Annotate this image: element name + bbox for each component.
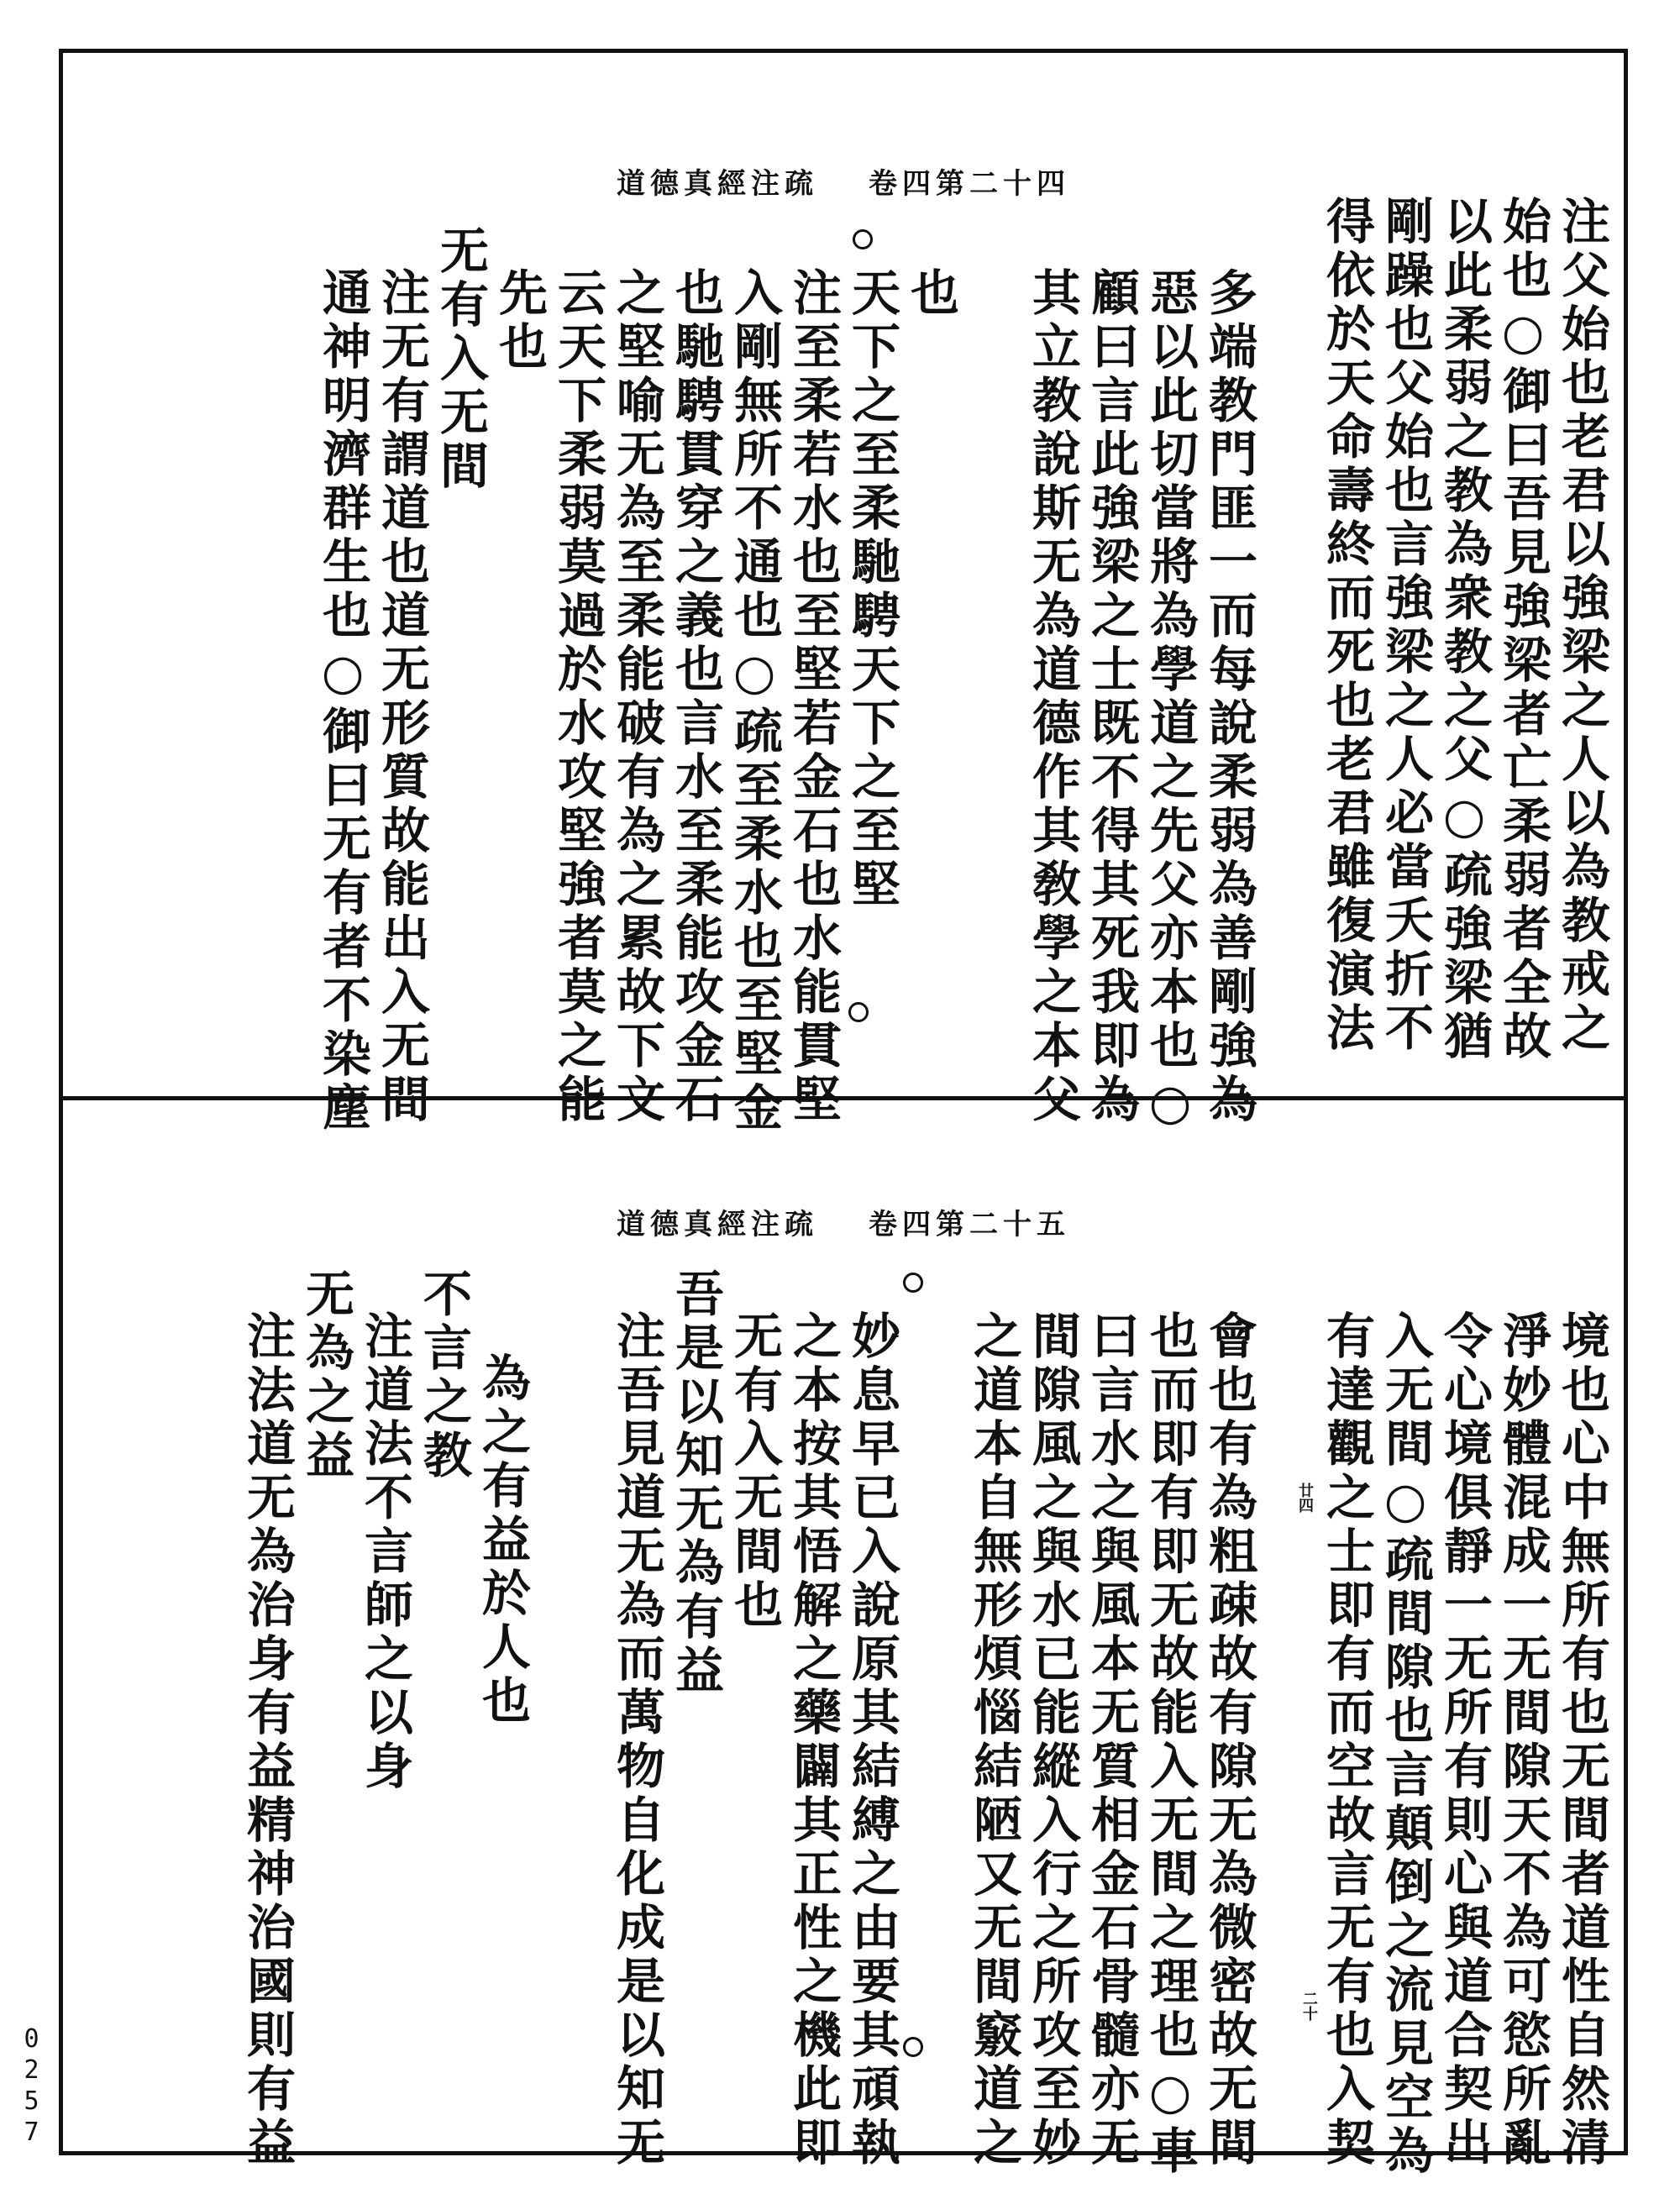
text-column: 其立教說斯无為道德作其敎學之本父: [1024, 267, 1081, 1127]
text-column: 入剛無所不通也○疏至柔水也至堅金: [726, 267, 783, 1136]
text-column: 境也心中無所有也无間者道性自然清: [1553, 1310, 1610, 2170]
text-column: 注道法不言師之以身: [356, 1310, 413, 1794]
text-column: 剛躁也父始也言強梁之人必當夭折不: [1377, 196, 1434, 1056]
text-column: 注父始也老君以強梁之人以為教戒之: [1553, 196, 1610, 1056]
page-number: 0257: [17, 2024, 46, 2149]
bottom-header-volume: 卷四第二十五: [869, 1208, 1070, 1241]
text-column: 之道本自無形煩惱結陋又无間竅道之: [965, 1310, 1022, 2170]
text-column: 為之有益於人也: [474, 1352, 531, 1729]
text-column: 妙息早已入說原其結縛之由要其頑執: [843, 1310, 900, 2170]
text-column: 會也有為粗疎故有隙无為微密故无間: [1200, 1310, 1257, 2170]
text-column: 注至柔若水也至堅若金石也水能貫堅: [785, 267, 842, 1127]
text-column: 有達觀之士即有而空故言无有也入契: [1318, 1310, 1375, 2170]
circle-marker-icon: [903, 1273, 923, 1293]
circle-marker-icon: [903, 2037, 923, 2057]
top-page: [63, 53, 1624, 1136]
text-column: 天下之至柔馳騁天下之至堅: [843, 267, 900, 912]
text-column: 也而即有即无故能入无間之理也○車: [1142, 1310, 1199, 2179]
text-column: 顧曰言此強梁之士既不得其死我即為: [1083, 267, 1140, 1127]
text-column: 云天下柔弱莫過於水攻堅強者莫之能: [549, 267, 606, 1127]
text-column: 之本按其悟解之藥闢其正性之機此即: [785, 1310, 842, 2170]
bottom-page-header: [63, 1201, 1624, 1242]
text-column: 令心境俱靜一无所有則心與道合契出: [1436, 1310, 1493, 2170]
circle-marker-icon: [853, 229, 873, 249]
text-column: 也: [902, 267, 959, 321]
text-column: 不言之教: [415, 1268, 472, 1483]
margin-note: 二十: [1300, 1991, 1318, 2021]
text-column: 先也: [491, 267, 548, 375]
text-column: 注无有謂道也道无形質故能出入无間: [373, 267, 430, 1127]
text-column: 通神明濟群生也○御曰无有者不染塵: [314, 267, 371, 1136]
bottom-header-title: 道德真經注疏: [617, 1208, 818, 1241]
text-column: 注吾見道无為而萬物自化成是以知无: [608, 1310, 665, 2170]
text-column: 始也○御曰吾見強梁者亡柔弱者全故: [1494, 196, 1551, 1064]
circle-marker-icon: [848, 1002, 869, 1022]
top-header-title: 道德真經注疏: [617, 167, 818, 201]
text-column: 入无間○疏間隙也言顛倒之流見空為: [1377, 1310, 1434, 2179]
text-column: 无有入无間也: [726, 1310, 783, 1633]
text-column: 以此柔弱之教為衆教之父○疏強梁猶: [1436, 196, 1493, 1064]
text-column: 得依於天命壽終而死也老君雖復演法: [1318, 196, 1375, 1056]
text-column: 无為之益: [297, 1268, 354, 1483]
text-column: 多端教門匪一而每說柔弱為善剛強為: [1200, 267, 1257, 1127]
top-header-volume: 卷四第二十四: [869, 167, 1070, 201]
text-column: 无有入无間: [432, 225, 489, 494]
text-column: 淨妙體混成一无間隙天不為可慾所亂: [1494, 1310, 1551, 2170]
text-column: 之堅喻无為至柔能破有為之累故下文: [608, 267, 665, 1127]
text-column: 惡以此切當將為學道之先父亦本也○: [1142, 267, 1199, 1136]
text-column: 間隙風之與水已能縱入行之所攻至妙: [1024, 1310, 1081, 2170]
text-column: 注法道无為治身有益精神治國則有益: [239, 1310, 296, 2170]
text-column: 吾是以知无為有益: [667, 1268, 724, 1698]
margin-note: 廿四: [1296, 1483, 1314, 1513]
text-column: 曰言水之與風本无質相金石骨髓亦无: [1083, 1310, 1140, 2170]
bottom-page: [63, 1100, 1624, 2179]
text-column: 也馳騁貫穿之義也言水至柔能攻金石: [667, 267, 724, 1127]
